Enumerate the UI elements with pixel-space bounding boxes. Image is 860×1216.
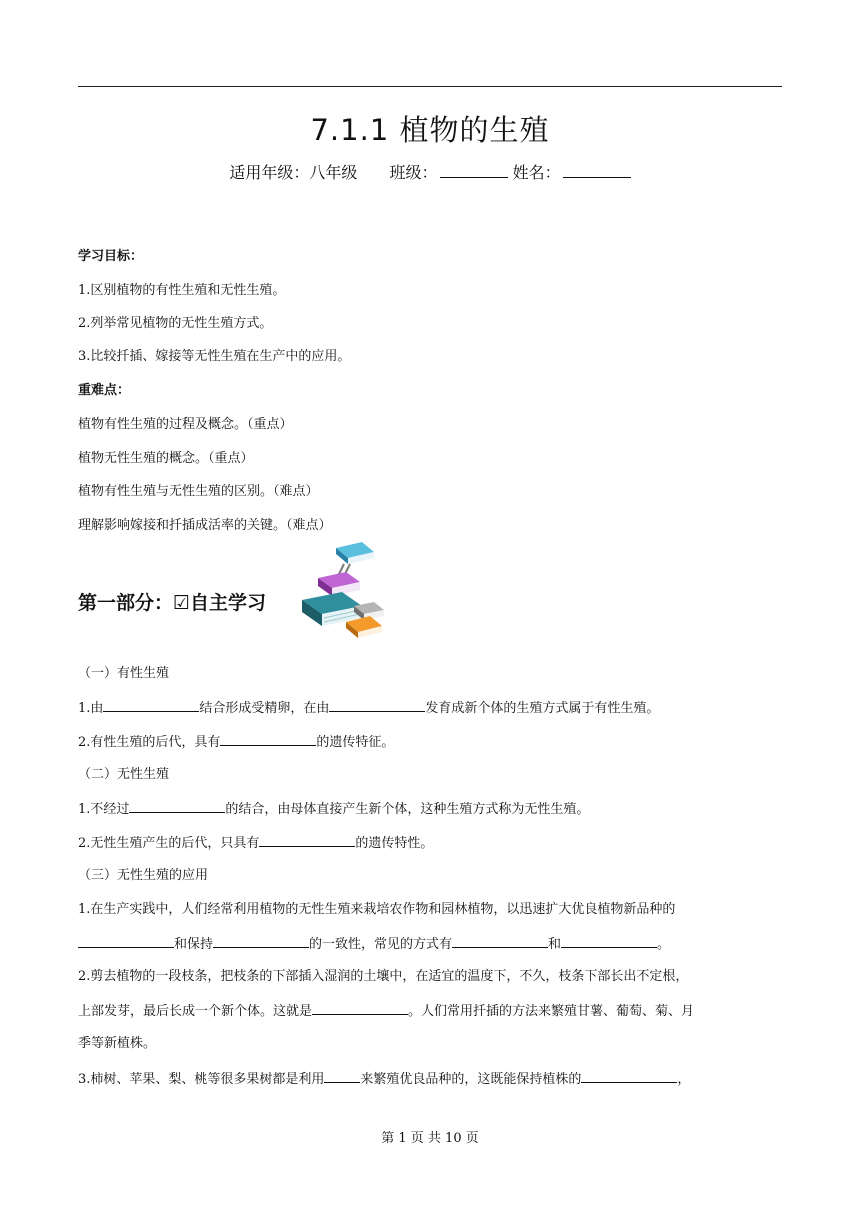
text-segment: 的一致性，常见的方式有 [309,937,453,952]
text-segment: 的遗传特性。 [355,836,434,851]
objective-item: 3.比较扦插、嫁接等无性生殖在生产中的应用。 [78,349,351,364]
answer-blank[interactable] [213,933,309,948]
page-title: 7.1.1 植物的生殖 [310,113,550,147]
answer-blank[interactable] [329,697,425,712]
text-segment: 1.由 [78,701,104,716]
text-segment: 和 [548,937,562,952]
application-q2-line1: 2.剪去植物的一段枝条，把枝条的下部插入湿润的土壤中，在适宜的温度下，不久，枝条下部长出不定根， [78,969,689,984]
grade-label: 适用年级：八年级 [229,163,358,182]
answer-blank[interactable] [259,832,355,847]
text-segment: 的遗传特征。 [316,735,395,750]
answer-blank[interactable] [312,1000,408,1015]
asexual-question-2 [78,832,782,854]
objective-item: 2.列举常见植物的无性生殖方式。 [78,316,273,331]
application-q1-line1: 1.在生产实践中，人们经常利用植物的无性生殖来栽培农作物和园林植物，以迅速扩大优良植物新品种的 [78,902,676,917]
text-segment: 的结合，由母体直接产生新个体，这种生殖方式称为无性生殖。 [225,802,590,817]
text-segment: ， [677,1072,691,1087]
answer-blank[interactable] [129,798,225,813]
sexual-heading: （一）有性生殖 [78,666,170,681]
application-q2-line3: 季等新植株。 [78,1036,157,1051]
class-label: 班级： [389,163,438,182]
text-segment: 3.柿树、苹果、梨、桃等很多果树都是利用 [78,1072,325,1087]
key-point-item: 植物有性生殖与无性生殖的区别。（难点） [78,484,319,499]
text-segment: 结合形成受精卵，在由 [199,701,330,716]
objective-item: 1.区别植物的有性生殖和无性生殖。 [78,283,286,298]
subtitle-line [0,160,860,183]
name-blank [563,163,631,178]
part1-heading: 第一部分：☑自主学习 [78,592,267,614]
text-segment: 。 [657,937,671,952]
book-purple-icon [318,572,360,596]
class-blank [440,163,508,178]
sexual-question-1 [78,697,782,719]
text-segment: 。人们常用扦插的方法来繁殖甘薯、葡萄、菊、月 [408,1004,695,1019]
answer-blank[interactable] [220,731,316,746]
asexual-heading: （二）无性生殖 [78,767,170,782]
header-rule [78,86,782,87]
key-points-heading: 重难点： [78,383,131,398]
name-label: 姓名： [512,163,561,182]
application-q2-line2 [78,1000,782,1022]
application-q3 [78,1068,782,1090]
page-footer: 第 1 页 共 10 页 [381,1131,479,1146]
key-point-item: 植物有性生殖的过程及概念。（重点） [78,417,293,432]
key-point-item: 植物无性生殖的概念。（重点） [78,451,254,466]
text-segment: 来繁殖优良品种的，这既能保持植株的 [360,1072,582,1087]
answer-blank[interactable] [561,933,657,948]
asexual-question-1 [78,798,782,820]
key-point-item: 理解影响嫁接和扦插成活率的关键。（难点） [78,518,332,533]
application-heading: （三）无性生殖的应用 [78,868,209,883]
text-segment: 上部发芽，最后长成一个新个体。这就是 [78,1004,313,1019]
answer-blank[interactable] [452,933,548,948]
sexual-question-2 [78,731,782,753]
answer-blank[interactable] [324,1068,360,1083]
text-segment: 发育成新个体的生殖方式属于有性生殖。 [425,701,660,716]
answer-blank[interactable] [78,933,174,948]
book-top-icon [336,542,374,564]
text-segment: 1.不经过 [78,802,130,817]
text-segment: 和保持 [174,937,214,952]
objectives-heading: 学习目标： [78,249,144,264]
text-segment: 2.无性生殖产生的后代，只具有 [78,836,260,851]
answer-blank[interactable] [103,697,199,712]
books-stack-icon [296,540,388,640]
answer-blank[interactable] [581,1068,677,1083]
text-segment: 2.有性生殖的后代，具有 [78,735,221,750]
application-q1-line2 [78,933,782,955]
